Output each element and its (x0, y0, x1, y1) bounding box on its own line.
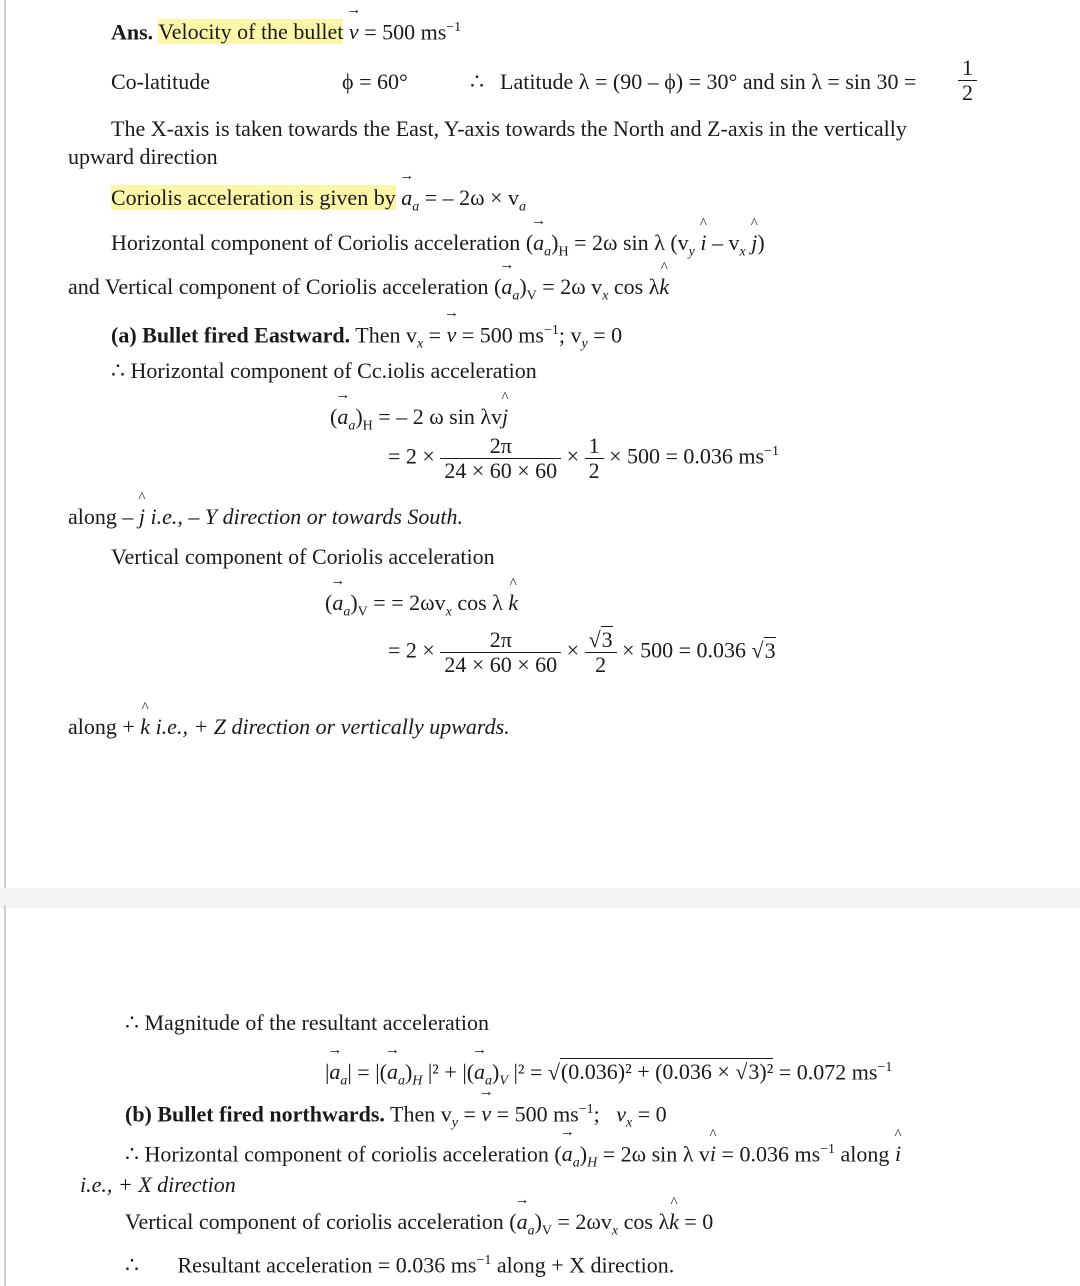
velocity-label: Velocity of the bullet (158, 19, 344, 45)
part-a-horizontal-eq: (→ $a_a)_H$ = – 2 ω sin λv^ j (330, 403, 508, 440)
axes-description-cont: upward direction (68, 144, 218, 169)
part-a-along-up: along + ^ k i.e., + Z direction or vertically upwards. (68, 713, 510, 741)
magnitude-heading: ∴ Magnitude of the resultant acceleration (125, 1010, 490, 1035)
answer-line: Ans. Velocity of the bullet → v = 500 $ms^{-1}$ (111, 14, 461, 46)
part-a-heading: (a) Bullet fired Eastward. Then $v_x$ = → v = 500 $ms^{-1}$; $v_y = 0$ (111, 317, 622, 359)
part-a-along-south: along – ^ j i.e., – Y direction or towards South. (68, 503, 463, 531)
part-b-heading: (b) Bullet fired northwards. Then $v_y$ = → v = 500 $ms^{-1}$; $v_x = 0$ (125, 1096, 667, 1138)
part-b-resultant: ∴ Resultant acceleration = 0.036 $ms^{-1}$ along + X direction. (125, 1252, 675, 1278)
magnitude-equation: |→ $a_a|$ = |(→ $a_a)_H$ |² + |(→ $a_a)_V$ |² = √(0.036)² + (0.036 × √3)² = 0.072 $ms^{-1}$ (325, 1054, 892, 1096)
velocity-vector: → v (349, 18, 359, 46)
part-b-horizontal: ∴ Horizontal component of coriolis acceleration (→ $a_a)_H = 2\omega$ sin λ v^ i = 0.036 $ms^{-1}$ along ^ i (125, 1136, 901, 1178)
part-a-horizontal-calc: = 2 × $\frac{2\pi}{24 \times 60 \times 60}$ × $\frac{1}{2}$ × 500 = 0.036 $ms^{-1}$ (388, 433, 779, 483)
velocity-value: = 500 ms (364, 19, 447, 45)
answer-label: Ans. (111, 19, 154, 45)
axes-description: The X-axis is taken towards the East, Y-axis towards the North and Z-axis in the vertically (111, 116, 907, 141)
therefore-symbol: ∴ (470, 69, 484, 94)
latitude-expression: Latitude λ = (90 – ϕ) = 30° and sin λ = sin 30 = (500, 69, 917, 94)
page-separator (0, 888, 1080, 908)
colatitude-label: Co-latitude (111, 69, 210, 94)
part-a-vertical-eq: (→ $a_a)_V$ = = $2\omega v_x$ cos λ ^ k (325, 589, 518, 626)
page-margin-line (4, 0, 6, 895)
half-fraction: $\frac{1}{2}$ (958, 56, 977, 105)
part-b-direction: i.e., + X direction (80, 1172, 236, 1197)
coriolis-definition: Coriolis acceleration is given by → $a_a$ = – $2\omega \times v_a$ (111, 184, 526, 221)
vertical-component-general: and Vertical component of Coriolis acceleration (→ $a_a)_V = 2\omega$ $v_x$ cos λ^ k (68, 273, 669, 310)
part-a-vertical-calc: = 2 × $\frac{2\pi}{24 \times 60 \times 60}$ × $\frac{√3}{2}$ × 500 = 0.036 √3 (388, 627, 776, 677)
page-margin-line (4, 905, 6, 1286)
part-b-vertical: Vertical component of coriolis acceleration (→ $a_a)_V = 2\omega v_x$ cos λ^ k = 0 (125, 1208, 713, 1245)
part-a-horizontal-heading: ∴ Horizontal component of Cc.iolis acceleration (111, 358, 537, 383)
part-a-vertical-heading: Vertical component of Coriolis acceleration (111, 544, 495, 569)
horizontal-component-general: Horizontal component of Coriolis acceleration (→ $a_a)_H = 2\omega$ sin λ ($v_y$ ^ i – $v_x$ ^ j) (111, 229, 765, 266)
colatitude-value: ϕ = 60° (342, 69, 408, 94)
